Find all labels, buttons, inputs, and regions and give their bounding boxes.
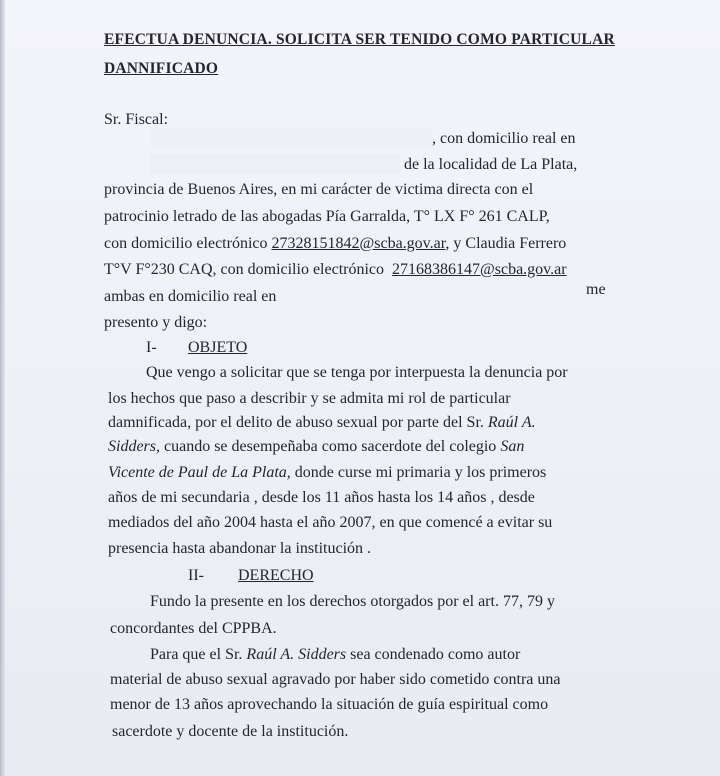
section-2-line-3 [150, 645, 520, 665]
accused-full-name: Raúl A. Sidders [246, 646, 347, 663]
section-2-numeral: II- [188, 567, 204, 584]
intro-line-5 [104, 234, 566, 254]
intro-line-3 [104, 180, 604, 200]
section-1-line-5 [108, 463, 546, 483]
school-name-end: Vicente de Paul de La Plata, [108, 464, 291, 481]
section-2-line-1: Fundo la presente en los derechos otorgados por el art. 77, 79 y [150, 593, 555, 610]
section-2-line-3-text: Para que el Sr. [150, 646, 243, 663]
salutation: Sr. Fiscal: [104, 111, 169, 128]
document-title-line-1: EFECTUA DENUNCIA. SOLICITA SER TENIDO COMO PARTICULAR [104, 31, 615, 48]
intro-line-7: ambas en domicilio real en [104, 288, 277, 305]
section-2-heading: DERECHO [238, 567, 314, 584]
intro-line-8: presento y digo: [104, 314, 208, 331]
intro-line-6-text: T°V F°230 CAQ, con domicilio electrónico [104, 261, 385, 278]
section-1-heading: OBJETO [188, 339, 248, 356]
section-1-line-6: años de mi secundaria , desde los 11 años hasta los 14 años , desde [108, 489, 535, 506]
section-1-line-8: presencia hasta abandonar la institución . [108, 540, 372, 557]
section-1-line-1: Que vengo a solicitar que se tenga por interpuesta la denuncia por [146, 364, 568, 381]
intro-line-3-text: provincia de Buenos Aires, en mi carácter de victima directa con el [104, 181, 534, 198]
section-1-line-5-text: donde curse mi primaria y los primeros [294, 464, 547, 481]
intro-line-5-text: con domicilio electrónico [104, 235, 268, 252]
section-1-line-4-text: cuando se desempeñaba como sacerdote del colegio [164, 438, 497, 455]
school-name-start: San [500, 438, 525, 455]
intro-line-2: de la localidad de La Plata, [404, 156, 578, 173]
section-2-line-2: concordantes del CPPBA. [110, 620, 277, 637]
section-1-line-7: mediados del año 2004 hasta el año 2007, en que comencé a evitar su [108, 514, 553, 531]
section-2-line-5: menor de 13 años aprovechando la situación de guía espiritual como [110, 696, 549, 713]
intro-line-6 [104, 260, 567, 280]
intro-line-5-tail: , y Claudia Ferrero [445, 235, 567, 252]
section-2-line-4: material de abuso sexual agravado por haber sido cometido contra una [110, 671, 561, 688]
section-2-line-3-tail: sea condenado como autor [350, 646, 521, 663]
section-1-line-3 [108, 413, 536, 433]
email-link-1[interactable]: 27328151842@scba.gov.ar [271, 235, 446, 252]
document-title-line-2: DANNIFICADO [104, 60, 219, 77]
section-2-line-6: sacerdote y docente de la institución. [112, 723, 349, 740]
section-1-numeral: I- [146, 339, 157, 356]
intro-line-7-end: me [586, 281, 606, 298]
section-1-line-2: los hechos que paso a describir y se admita mi rol de particular [108, 390, 511, 407]
accused-name: Raúl A. [487, 414, 536, 431]
email-link-2[interactable]: 27168386147@scba.gov.ar [392, 261, 567, 278]
section-1-line-4 [108, 437, 524, 457]
accused-surname: Sidders, [108, 438, 160, 455]
redacted-name [150, 128, 432, 148]
page-edge-shadow [0, 0, 5, 776]
intro-line-1: , con domicilio real en [432, 130, 576, 147]
section-1-line-3-text: damnificada, por el delito de abuso sexual por parte del Sr. [108, 414, 484, 431]
redacted-address [150, 154, 400, 174]
intro-line-4: patrocinio letrado de las abogadas Pía Garralda, T° LX F° 261 CALP, [104, 208, 550, 225]
